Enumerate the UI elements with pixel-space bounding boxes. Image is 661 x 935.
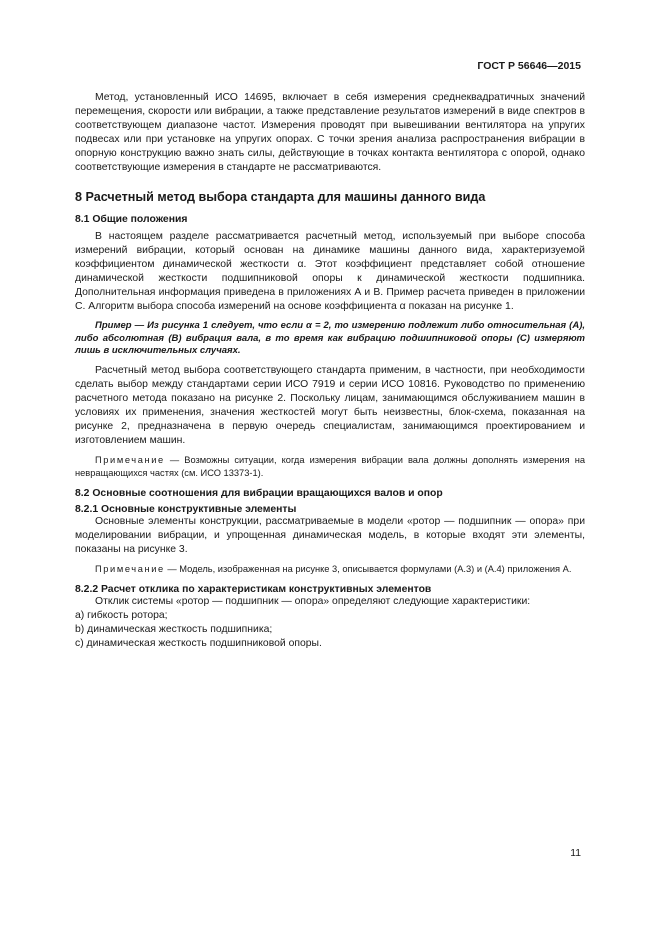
example-text: Пример — Из рисунка 1 следует, что если α = 2, то измерению подлежит либо относительная (А), либо абсолютная (В) вибрация вала, в то время как вибрацию подшипниковой опоры (С) измеряют лишь в исключительных случаях.	[75, 320, 585, 357]
intro-paragraph: Метод, установленный ИСО 14695, включает в себя измерения среднеквадратичных значений перемещения, скорости или вибрации, а также представление результатов измерений в виде спектров в соответствующем диапазоне частот. Измерения проводят при вывешивании вентилятора на упругих подвесах или при установке на упругих опорах. С точки зрения анализа распространения вибрации в опорную конструкцию важно знать силы, действующие в точках контакта вентилятора с опорой, однако соответствующие измерения в стандарте не рассматриваются.	[75, 92, 585, 174]
section-8-1-paragraph-1: В настоящем разделе рассматривается расчетный метод, используемый при выборе способа измерений вибрации, который основан на динамике машины данного вида, характеризуемой коэффициентом динамической жесткости α. Этот коэффициент представляет собой отношение динамической жесткости подшипниковой опоры к динамической жесткости подшипника. Дополнительная информация приведена в приложениях А и В. Пример расчета приведен в приложении С. Алгоритм выбора способа измерений на основе коэффициента α показан на рисунке 1.	[75, 230, 585, 313]
page-content	[75, 91, 585, 651]
list-item: a) гибкость ротора;	[75, 609, 168, 621]
section-8-2-2-title: 8.2.2 Расчет отклика по характеристикам конструктивных элементов	[75, 583, 432, 595]
note-label: Примечание	[95, 563, 165, 574]
list-item: b) динамическая жесткость подшипника;	[75, 623, 273, 635]
section-8-2-2-paragraph: Отклик системы «ротор — подшипник — опора» определяют следующие характеристики:	[95, 595, 531, 607]
section-8-1-paragraph-2: Расчетный метод выбора соответствующего стандарта применим, в частности, при необходимости сделать выбор между стандартами серии ИСО 7919 и серии ИСО 10816. Руководство по применению расчетного метода показано на рисунке 2. Поскольку лицам, занимающимся обслуживанием машин в условиях их применения, значения жесткостей могут быть неизвестны, блок-схема, показанная на рисунке 2, предназначена в первую очередь специалистам, занимающимся проектированием и изготовлением машин.	[75, 364, 585, 447]
section-8-2-title: 8.2 Основные соотношения для вибрации вращающихся валов и опор	[75, 487, 443, 499]
note-text: — Модель, изображенная на рисунке 3, описывается формулами (А.3) и (А.4) приложения А.	[164, 563, 572, 574]
note-8-2-1	[75, 563, 585, 576]
section-8-title: 8 Расчетный метод выбора стандарта для машины данного вида	[75, 189, 486, 204]
list-item: c) динамическая жесткость подшипниковой опоры.	[75, 637, 322, 649]
section-8-2-1-paragraph: Основные элементы конструкции, рассматриваемые в модели «ротор — подшипник — опора» при моделировании вибрации, и упрощенная динамическая модель, в которые входят эти элементы, показаны на рисунке 3.	[75, 515, 585, 555]
page-number: 11	[570, 848, 581, 859]
section-8-2-1-title: 8.2.1 Основные конструктивные элементы	[75, 503, 297, 515]
document-header: ГОСТ Р 56646—2015	[477, 60, 581, 72]
note-8-1	[75, 454, 585, 479]
section-8-1-title: 8.1 Общие положения	[75, 213, 188, 225]
note-label: Примечание	[95, 455, 165, 466]
note-text: — Возможны ситуации, когда измерения вибрации вала должны дополнять измерения на невращающихся частях (см. ИСО 13373-1).	[75, 455, 585, 479]
